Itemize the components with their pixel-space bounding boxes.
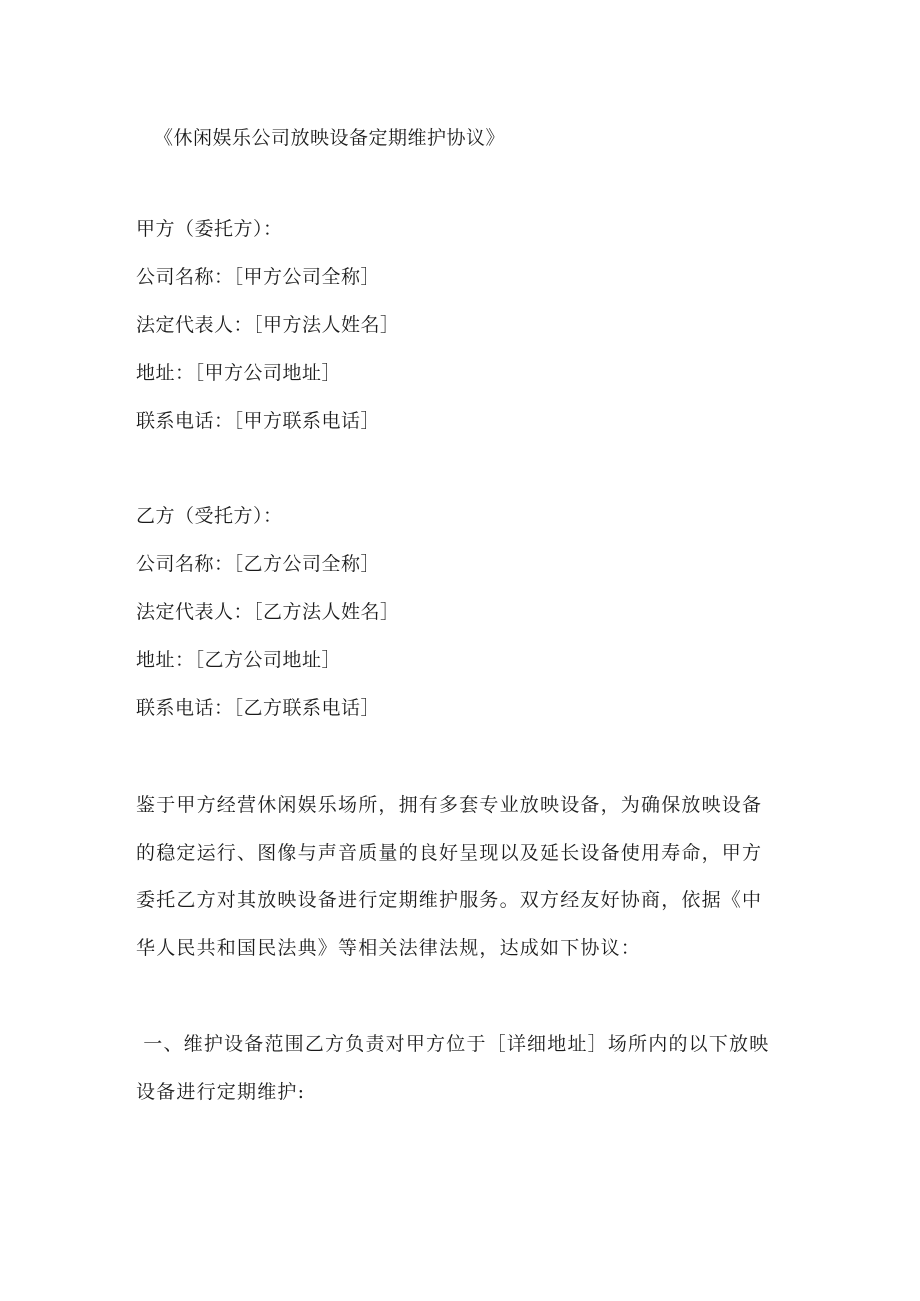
party-a-heading: 甲方（委托方）： [136, 218, 283, 240]
preamble-line: 委托乙方对其放映设备进行定期维护服务。双方经友好协商，依据《中 [136, 889, 763, 911]
preamble-line: 华人民共和国民法典》等相关法律法规，达成如下协议： [136, 937, 642, 959]
section-1-line: 一、维护设备范围乙方负责对甲方位于［详细地址］场所内的以下放映 [136, 1033, 770, 1055]
party-b-address: 地址：［乙方公司地址］ [136, 649, 342, 671]
party-a-address: 地址：［甲方公司地址］ [136, 362, 342, 384]
party-a-company: 公司名称：［甲方公司全称］ [136, 266, 381, 288]
party-b-phone: 联系电话：［乙方联系电话］ [136, 697, 381, 719]
preamble-line: 鉴于甲方经营休闲娱乐场所，拥有多套专业放映设备，为确保放映设备 [136, 794, 763, 816]
party-a-legal-rep: 法定代表人：［甲方法人姓名］ [136, 314, 400, 336]
document-title: 《休闲娱乐公司放映设备定期维护协议》 [154, 127, 506, 149]
party-a-phone: 联系电话：［甲方联系电话］ [136, 410, 381, 432]
preamble-line: 的稳定运行、图像与声音质量的良好呈现以及延长设备使用寿命，甲方 [136, 842, 763, 864]
party-b-legal-rep: 法定代表人：［乙方法人姓名］ [136, 601, 400, 623]
party-b-heading: 乙方（受托方）： [136, 505, 283, 527]
party-b-company: 公司名称：［乙方公司全称］ [136, 553, 381, 575]
section-1-line: 设备进行定期维护: [136, 1081, 306, 1103]
